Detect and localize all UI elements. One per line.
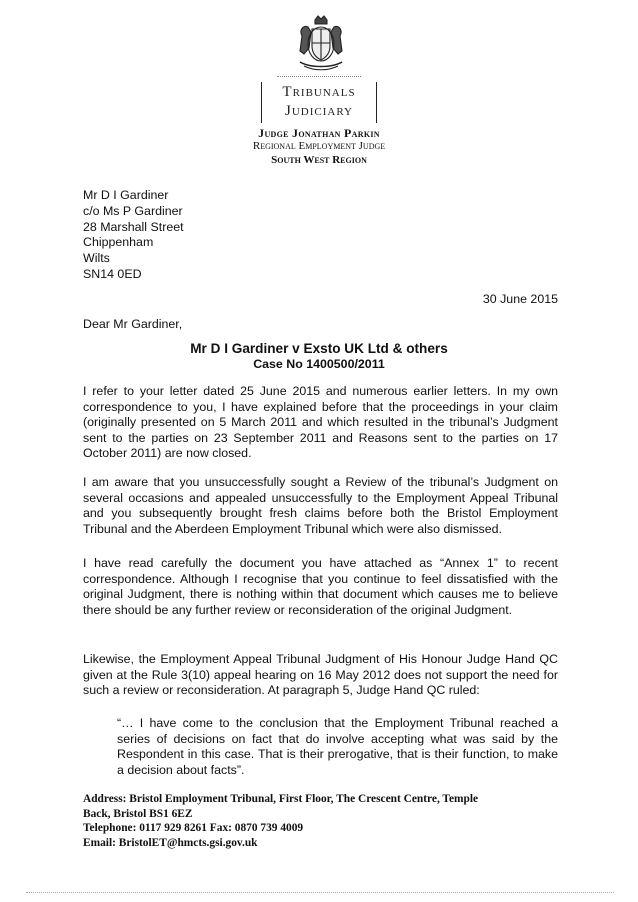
org-line-judiciary: Judiciary bbox=[284, 103, 353, 119]
judge-name: Judge Jonathan Parkin bbox=[258, 126, 380, 140]
letter-date: 30 June 2015 bbox=[482, 292, 558, 306]
page-bottom-rule bbox=[26, 892, 614, 893]
salutation: Dear Mr Gardiner, bbox=[83, 317, 183, 331]
case-title: Mr D I Gardiner v Exsto UK Ltd & others bbox=[190, 341, 448, 356]
recipient-address bbox=[83, 188, 184, 283]
footer-phone: Telephone: 0117 929 8261 Fax: 0870 739 4009 bbox=[83, 822, 304, 835]
judgment-quote: “… I have come to the conclusion that the Employment Tribunal reached a series of decisions on fact that do involve accepting what was said by the Respondent in this case. That is their prerogative, that is their function, to make a decision about facts”. bbox=[117, 716, 558, 777]
address-line: c/o Ms P Gardiner bbox=[83, 203, 183, 218]
address-line: 28 Marshall Street bbox=[83, 219, 184, 234]
judge-title: Regional Employment Judge bbox=[252, 140, 386, 152]
footer-email: Email: BristolET@hmcts.gsi.gov.uk bbox=[83, 836, 258, 849]
org-line-tribunals: Tribunals bbox=[282, 84, 356, 100]
contact-footer bbox=[83, 792, 563, 850]
tribunals-judiciary-logo bbox=[261, 82, 377, 123]
footer-address-line-2: Back, Bristol BS1 6EZ bbox=[83, 807, 193, 820]
address-line: Chippenham bbox=[83, 235, 154, 250]
body-paragraph-3: I have read carefully the document you have attached as “Annex 1” to recent correspondence. Although I recognise that you continue to feel dissatisfied with the original Judgment, there is nothing within that document which causes me to believe there should be any further review or reconsideration of the original Judgment. bbox=[83, 556, 558, 617]
body-paragraph-1: I refer to your letter dated 25 June 2015 and numerous earlier letters. In my own correspondence to you, I have explained before that the proceedings in your claim (originally presented on 5 March 2011 and which resulted in the tribunal’s Judgment sent to the parties on 23 September 2011 and Reasons sent to the parties on 17 October 2011) are now closed. bbox=[83, 384, 558, 460]
address-line: Wilts bbox=[83, 251, 110, 266]
case-number: Case No 1400500/2011 bbox=[253, 357, 385, 371]
header-dotted-rule bbox=[277, 76, 361, 77]
body-paragraph-4: Likewise, the Employment Appeal Tribunal Judgment of His Honour Judge Hand QC given at the Rule 3(10) appeal hearing on 16 May 2012 does not support the need for such a review or reconsideration. At paragraph 5, Judge Hand QC ruled: bbox=[83, 652, 558, 697]
body-paragraph-2: I am aware that you unsuccessfully sought a Review of the tribunal’s Judgment on several occasions and appealed unsuccessfully to the Employment Appeal Tribunal and you subsequently brought fresh claims before both the Bristol Employment Tribunal and the Aberdeen Employment Tribunal which were also dismissed. bbox=[83, 475, 558, 536]
judge-region: South West Region bbox=[271, 154, 367, 166]
footer-address-line-1: Address: Bristol Employment Tribunal, First Floor, The Crescent Centre, Temple bbox=[83, 793, 479, 805]
address-line: Mr D I Gardiner bbox=[83, 188, 169, 202]
royal-coat-of-arms-logo bbox=[294, 14, 348, 74]
address-line: SN14 0ED bbox=[83, 266, 142, 281]
